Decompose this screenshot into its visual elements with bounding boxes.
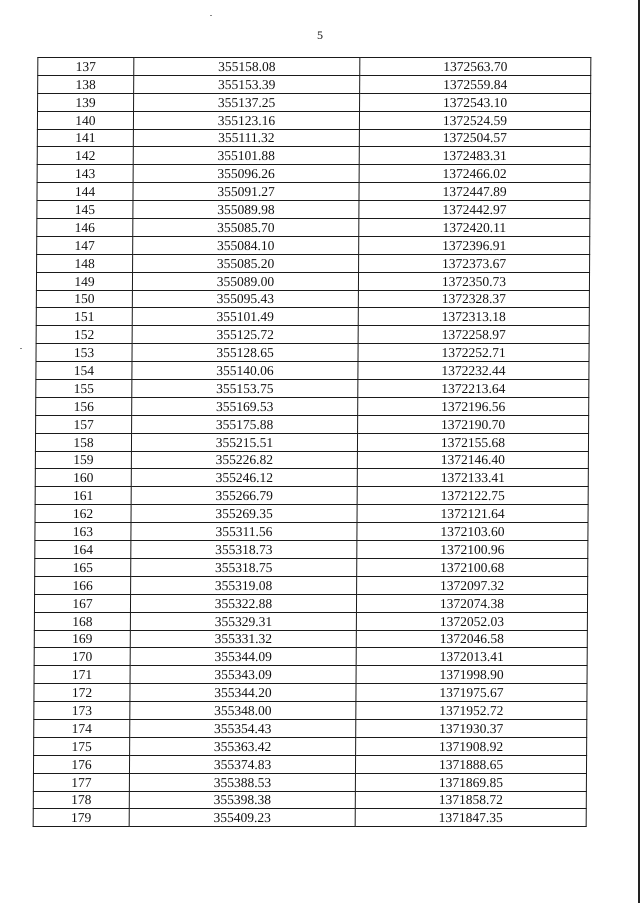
table-row [37,129,590,147]
table-row [37,236,590,254]
point-number-cell: 151 [36,308,132,326]
point-number-cell: 166 [35,576,131,594]
page-number: 5 [317,28,323,42]
point-number-cell: 144 [37,183,133,201]
y-coordinate-cell: 1372396.91 [359,236,590,254]
y-coordinate-cell: 1372213.64 [358,380,589,398]
x-coordinate-cell: 355084.10 [133,236,359,254]
x-coordinate-cell: 355095.43 [132,290,358,308]
coordinates-table-body [33,58,591,827]
point-number-cell: 142 [37,147,133,165]
x-coordinate-cell: 355140.06 [132,362,358,380]
table-row [38,58,591,76]
x-coordinate-cell: 355319.08 [131,576,357,594]
y-coordinate-cell: 1372100.68 [357,558,588,576]
table-row [34,719,587,737]
table-row [33,791,586,809]
y-coordinate-cell: 1372122.75 [357,487,588,505]
table-row [36,415,589,433]
x-coordinate-cell: 355329.31 [130,612,356,630]
table-row [34,594,587,612]
point-number-cell: 172 [34,684,130,702]
point-number-cell: 162 [35,505,131,523]
x-coordinate-cell: 355111.32 [133,129,359,147]
point-number-cell: 150 [36,290,132,308]
y-coordinate-cell: 1372100.96 [357,541,588,559]
x-coordinate-cell: 355085.70 [133,219,359,237]
table-row [36,272,589,290]
scan-speck [20,348,22,349]
y-coordinate-cell: 1371858.72 [355,791,586,809]
x-coordinate-cell: 355153.75 [132,380,358,398]
table-row [37,147,590,165]
y-coordinate-cell: 1372232.44 [358,362,589,380]
y-coordinate-cell: 1372052.03 [356,612,587,630]
x-coordinate-cell: 355215.51 [131,433,357,451]
x-coordinate-cell: 355388.53 [129,773,355,791]
x-coordinate-cell: 355363.42 [130,737,356,755]
point-number-cell: 158 [35,433,131,451]
table-row [34,702,587,720]
x-coordinate-cell: 355318.75 [131,558,357,576]
y-coordinate-cell: 1371908.92 [356,737,587,755]
point-number-cell: 164 [35,541,131,559]
table-row [35,541,588,559]
y-coordinate-cell: 1372074.38 [356,594,587,612]
point-number-cell: 152 [36,326,132,344]
x-coordinate-cell: 355089.00 [132,272,358,290]
point-number-cell: 171 [34,666,130,684]
y-coordinate-cell: 1372155.68 [357,433,588,451]
point-number-cell: 167 [34,594,130,612]
table-row [35,433,588,451]
x-coordinate-cell: 355101.49 [132,308,358,326]
y-coordinate-cell: 1371869.85 [355,773,586,791]
x-coordinate-cell: 355091.27 [133,183,359,201]
point-number-cell: 148 [37,254,133,272]
point-number-cell: 155 [36,380,132,398]
x-coordinate-cell: 355398.38 [129,791,355,809]
table-row [34,684,587,702]
table-row [33,773,586,791]
x-coordinate-cell: 355374.83 [129,755,355,773]
table-row [35,487,588,505]
point-number-cell: 153 [36,344,132,362]
coordinates-table [33,57,592,827]
x-coordinate-cell: 355246.12 [131,469,357,487]
point-number-cell: 179 [33,809,129,827]
point-number-cell: 177 [33,773,129,791]
point-number-cell: 161 [35,487,131,505]
table-row [33,755,586,773]
x-coordinate-cell: 355322.88 [130,594,356,612]
x-coordinate-cell: 355175.88 [132,415,358,433]
x-coordinate-cell: 355409.23 [129,809,355,827]
x-coordinate-cell: 355169.53 [132,397,358,415]
table-row [35,523,588,541]
x-coordinate-cell: 355153.39 [134,75,360,93]
table-row [34,612,587,630]
y-coordinate-cell: 1372328.37 [358,290,589,308]
table-row [38,93,591,111]
x-coordinate-cell: 355266.79 [131,487,357,505]
table-row [36,362,589,380]
point-number-cell: 140 [37,111,133,129]
y-coordinate-cell: 1372190.70 [358,415,589,433]
table-row [38,75,591,93]
table-row [34,666,587,684]
y-coordinate-cell: 1372504.57 [359,129,590,147]
table-row [33,809,586,827]
y-coordinate-cell: 1372103.60 [357,523,588,541]
point-number-cell: 168 [34,612,130,630]
point-number-cell: 174 [34,719,130,737]
table-row [34,737,587,755]
table-row [36,380,589,398]
y-coordinate-cell: 1372420.11 [359,219,590,237]
point-number-cell: 138 [38,75,134,93]
y-coordinate-cell: 1372146.40 [357,451,588,469]
point-number-cell: 176 [33,755,129,773]
y-coordinate-cell: 1372543.10 [360,93,591,111]
coordinates-table-wrapper [33,57,588,827]
x-coordinate-cell: 355089.98 [133,201,359,219]
table-row [34,630,587,648]
point-number-cell: 165 [35,558,131,576]
y-coordinate-cell: 1372483.31 [359,147,590,165]
x-coordinate-cell: 355343.09 [130,666,356,684]
table-row [35,576,588,594]
x-coordinate-cell: 355318.73 [131,541,357,559]
table-row [36,326,589,344]
y-coordinate-cell: 1372442.97 [359,201,590,219]
table-row [37,183,590,201]
table-row [36,397,589,415]
point-number-cell: 139 [38,93,134,111]
x-coordinate-cell: 355311.56 [131,523,357,541]
point-number-cell: 137 [38,58,134,76]
point-number-cell: 175 [34,737,130,755]
point-number-cell: 147 [37,236,133,254]
point-number-cell: 169 [34,630,130,648]
scan-speck [210,15,212,16]
x-coordinate-cell: 355331.32 [130,630,356,648]
point-number-cell: 173 [34,702,130,720]
y-coordinate-cell: 1371952.72 [356,702,587,720]
point-number-cell: 160 [35,469,131,487]
y-coordinate-cell: 1372121.64 [357,505,588,523]
y-coordinate-cell: 1372196.56 [358,397,589,415]
point-number-cell: 149 [36,272,132,290]
table-row [34,648,587,666]
x-coordinate-cell: 355354.43 [130,719,356,737]
table-row [37,111,590,129]
x-coordinate-cell: 355096.26 [133,165,359,183]
y-coordinate-cell: 1372013.41 [356,648,587,666]
table-row [37,254,590,272]
table-row [35,451,588,469]
point-number-cell: 154 [36,362,132,380]
table-row [35,505,588,523]
y-coordinate-cell: 1372046.58 [356,630,587,648]
table-row [37,201,590,219]
point-number-cell: 157 [36,415,132,433]
point-number-cell: 178 [33,791,129,809]
y-coordinate-cell: 1372350.73 [358,272,589,290]
x-coordinate-cell: 355123.16 [133,111,359,129]
x-coordinate-cell: 355344.09 [130,648,356,666]
x-coordinate-cell: 355101.88 [133,147,359,165]
y-coordinate-cell: 1372252.71 [358,344,589,362]
y-coordinate-cell: 1372559.84 [360,75,591,93]
point-number-cell: 141 [37,129,133,147]
y-coordinate-cell: 1372133.41 [357,469,588,487]
x-coordinate-cell: 355085.20 [133,254,359,272]
table-row [35,469,588,487]
point-number-cell: 146 [37,219,133,237]
y-coordinate-cell: 1372447.89 [359,183,590,201]
y-coordinate-cell: 1372373.67 [359,254,590,272]
y-coordinate-cell: 1372313.18 [358,308,589,326]
table-row [35,558,588,576]
table-row [36,308,589,326]
x-coordinate-cell: 355125.72 [132,326,358,344]
point-number-cell: 156 [36,397,132,415]
x-coordinate-cell: 355128.65 [132,344,358,362]
x-coordinate-cell: 355344.20 [130,684,356,702]
y-coordinate-cell: 1371888.65 [355,755,586,773]
table-row [37,165,590,183]
x-coordinate-cell: 355348.00 [130,702,356,720]
point-number-cell: 143 [37,165,133,183]
x-coordinate-cell: 355269.35 [131,505,357,523]
y-coordinate-cell: 1372258.97 [358,326,589,344]
table-row [36,290,589,308]
x-coordinate-cell: 355158.08 [134,58,360,76]
y-coordinate-cell: 1371975.67 [356,684,587,702]
y-coordinate-cell: 1372097.32 [357,576,588,594]
point-number-cell: 145 [37,201,133,219]
table-row [36,344,589,362]
x-coordinate-cell: 355137.25 [134,93,360,111]
x-coordinate-cell: 355226.82 [131,451,357,469]
y-coordinate-cell: 1372466.02 [359,165,590,183]
point-number-cell: 163 [35,523,131,541]
y-coordinate-cell: 1371998.90 [356,666,587,684]
point-number-cell: 170 [34,648,130,666]
y-coordinate-cell: 1372524.59 [359,111,590,129]
y-coordinate-cell: 1371930.37 [356,719,587,737]
table-row [37,219,590,237]
y-coordinate-cell: 1371847.35 [355,809,586,827]
point-number-cell: 159 [35,451,131,469]
y-coordinate-cell: 1372563.70 [360,58,591,76]
